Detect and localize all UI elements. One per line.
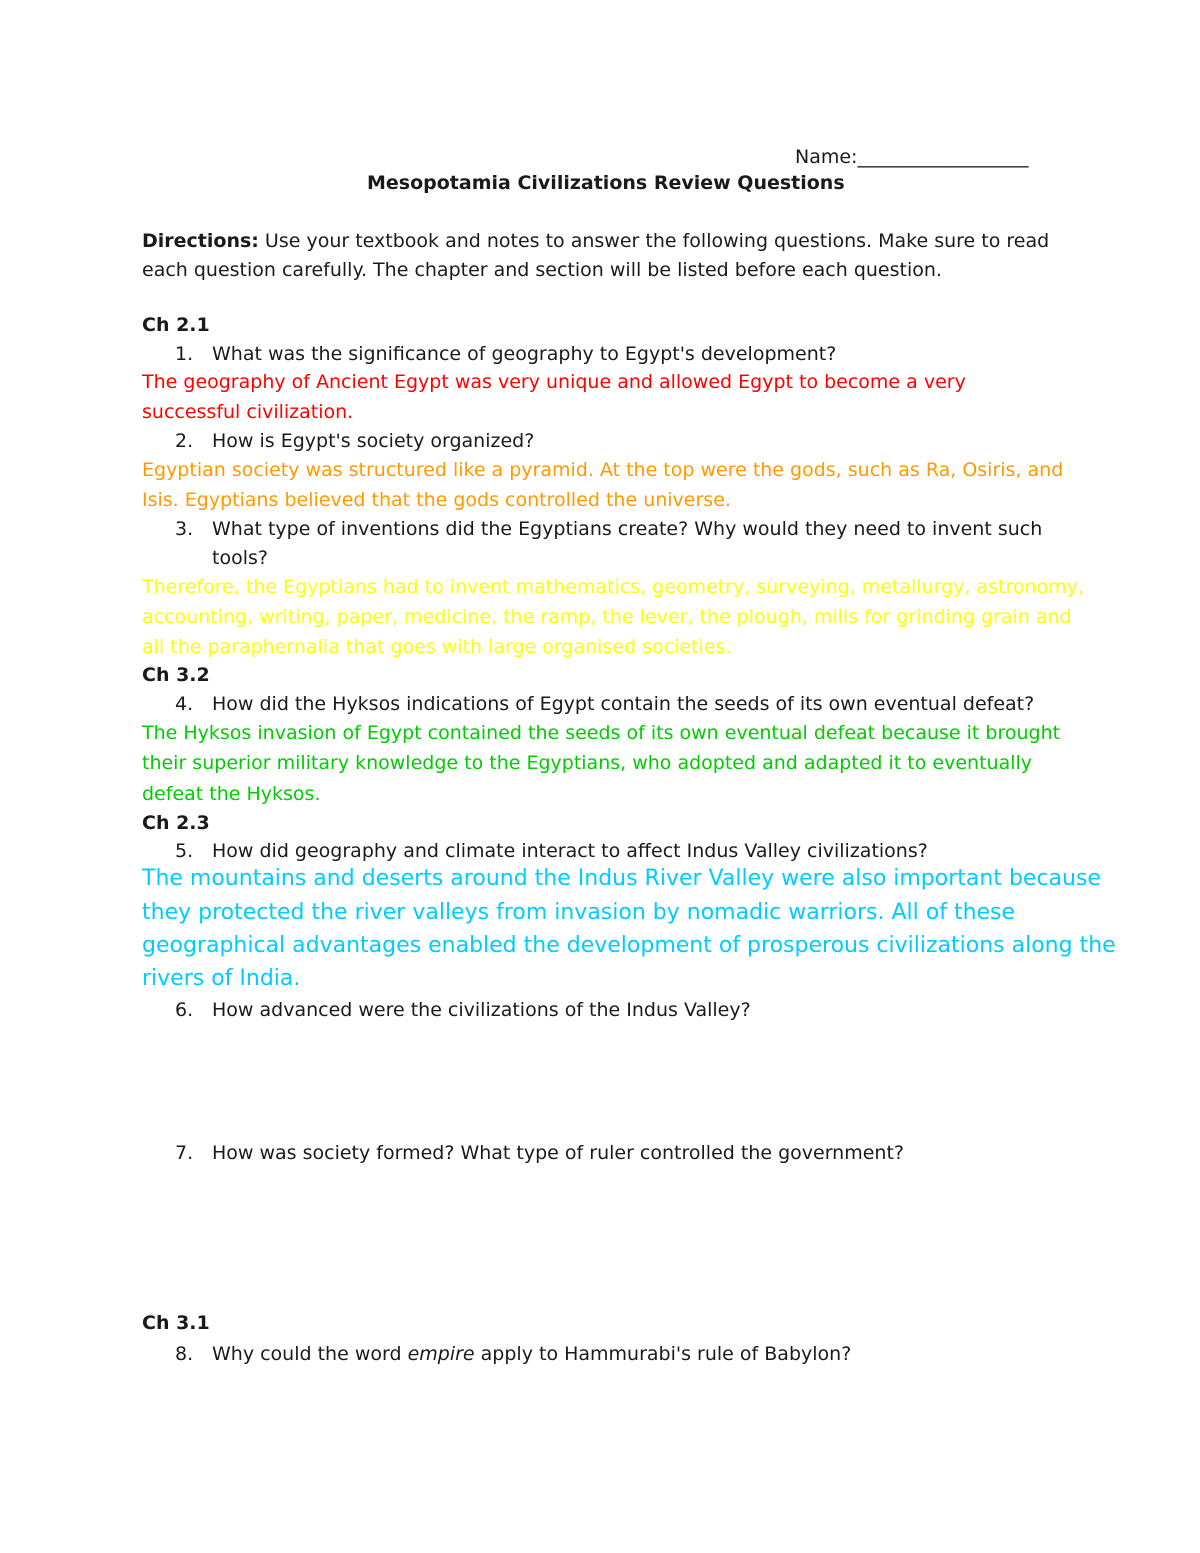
- answer-4-line-1: The Hyksos invasion of Egypt contained the seeds of its own eventual defeat because it brought: [142, 722, 1061, 744]
- question-text: How is Egypt's society organized?: [212, 430, 535, 452]
- directions-label: Directions:: [142, 230, 259, 252]
- directions-line-1: [142, 226, 1049, 256]
- question-number: 6.: [175, 999, 194, 1021]
- question-text-part: Why could the word: [212, 1343, 408, 1365]
- answer-3-line-2: accounting, writing, paper, medicine, the ramp, the lever, the plough, mills for grinding grain and: [142, 606, 1072, 628]
- answer-2-line-1: Egyptian society was structured like a pyramid. At the top were the gods, such as Ra, Osiris, and: [142, 459, 1064, 481]
- answer-5-line-4: rivers of India.: [142, 966, 301, 991]
- question-number: 2.: [175, 430, 194, 452]
- directions-text-1: Use your textbook and notes to answer the following questions. Make sure to read: [258, 230, 1050, 252]
- question-number: 8.: [175, 1343, 194, 1365]
- answer-3-line-3: all the paraphernalia that goes with large organised societies.: [142, 636, 732, 658]
- section-heading: Ch 3.1: [142, 1312, 210, 1334]
- question-text: How was society formed? What type of ruler controlled the government?: [212, 1142, 904, 1164]
- answer-1-line-1: The geography of Ancient Egypt was very unique and allowed Egypt to become a very: [142, 371, 966, 393]
- question-text: How did the Hyksos indications of Egypt contain the seeds of its own eventual defeat?: [212, 693, 1035, 715]
- question-number: 4.: [175, 693, 194, 715]
- question-number: 1.: [175, 343, 194, 365]
- answer-5-line-2: they protected the river valleys from invasion by nomadic warriors. All of these: [142, 900, 1016, 925]
- question-text: What was the significance of geography to Egypt's development?: [212, 343, 837, 365]
- page-title: Mesopotamia Civilizations Review Questions: [367, 172, 845, 194]
- name-field-label: Name:__________________: [795, 146, 1029, 168]
- answer-4-line-3: defeat the Hyksos.: [142, 783, 321, 805]
- section-heading: Ch 2.3: [142, 812, 210, 834]
- section-heading: Ch 3.2: [142, 664, 210, 686]
- question-text: What type of inventions did the Egyptians create? Why would they need to invent such: [212, 518, 1043, 540]
- italic-term: empire: [407, 1343, 475, 1365]
- question-text-part: apply to Hammurabi's rule of Babylon?: [474, 1343, 852, 1365]
- answer-5-line-3: geographical advantages enabled the development of prosperous civilizations along the: [142, 933, 1116, 958]
- question-text: [212, 1339, 851, 1369]
- section-heading: Ch 2.1: [142, 314, 210, 336]
- question-number: 7.: [175, 1142, 194, 1164]
- answer-3-line-1: Therefore, the Egyptians had to invent mathematics, geometry, surveying, metallurgy, astronomy,: [142, 576, 1084, 598]
- answer-2-line-2: Isis. Egyptians believed that the gods controlled the universe.: [142, 489, 731, 511]
- answer-5-line-1: The mountains and deserts around the Indus River Valley were also important because: [142, 866, 1101, 891]
- question-text: How did geography and climate interact to affect Indus Valley civilizations?: [212, 840, 928, 862]
- directions-line-2: each question carefully. The chapter and section will be listed before each question.: [142, 259, 942, 281]
- question-text: How advanced were the civilizations of the Indus Valley?: [212, 999, 751, 1021]
- question-number: 5.: [175, 840, 194, 862]
- question-number: 3.: [175, 518, 194, 540]
- answer-4-line-2: their superior military knowledge to the Egyptians, who adopted and adapted it to eventually: [142, 752, 1033, 774]
- question-text: tools?: [212, 547, 268, 569]
- answer-1-line-2: successful civilization.: [142, 401, 354, 423]
